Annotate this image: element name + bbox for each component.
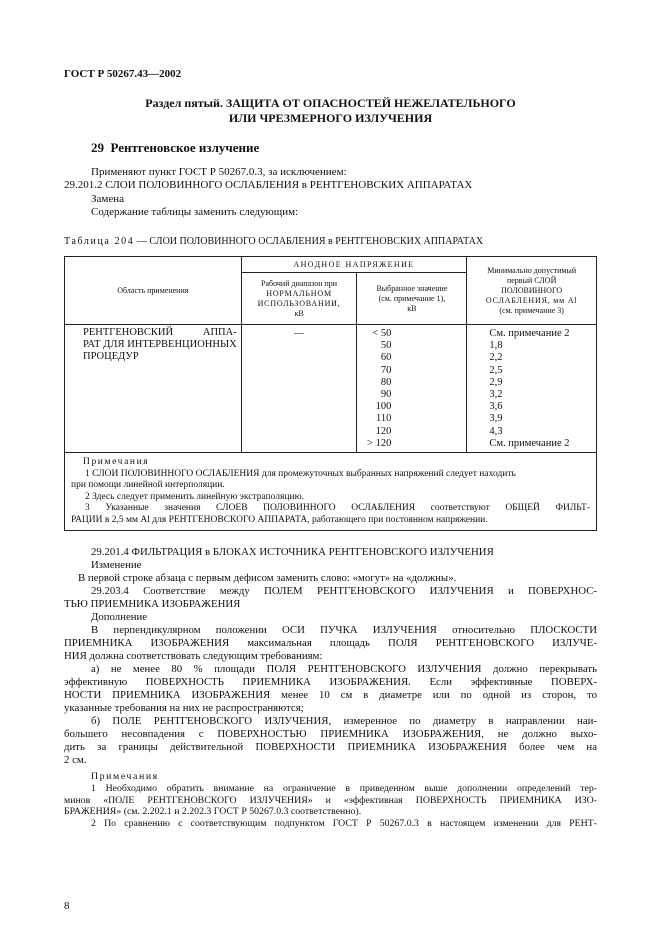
requirement-b: б) ПОЛЕ РЕНТГЕНОВСКОГО ИЗЛУЧЕНИЯ, измеренное по диаметру в направлении наи- [91, 715, 597, 727]
header-selected-value: Выбранное значение (см. примечание 1), кВ [357, 273, 467, 325]
cell-selected-values: < 50 50 60 70 80 90 100 110 120 > 120 [357, 325, 467, 453]
table-note-2: 2 Здесь следует применить линейную экстраполяцию. [85, 491, 305, 502]
intro-line: 29.201.2 СЛОИ ПОЛОВИННОГО ОСЛАБЛЕНИЯ в РЕНТГЕНОВСКИХ АППАРАТАХ [64, 179, 473, 192]
section-title [64, 96, 597, 126]
table-row [65, 325, 597, 453]
addition-label: Дополнение [91, 611, 148, 623]
requirement-a: а) не менее 80 % площади ПОЛЯ РЕНТГЕНОВСКОГО ИЗЛУЧЕНИЯ должно перекрывать [91, 663, 597, 675]
header-operating-range: Рабочий диапазон при НОРМАЛЬНОМ ИСПОЛЬЗОВАНИИ, кВ [241, 273, 357, 325]
table-note-3: 3 Указанные значения СЛОЕВ ПОЛОВИННОГО ОСЛАБЛЕНИЯ соответствуют ОБЩЕЙ ФИЛЬТ- [85, 503, 590, 514]
intro-line: Содержание таблицы заменить следующим: [91, 206, 299, 219]
section-title-line2: ИЛИ ЧРЕЗМЕРНОГО ИЗЛУЧЕНИЯ [228, 111, 433, 125]
cell-operating-range: — [241, 325, 357, 453]
clause-29-203-4-cont: ТЬЮ ПРИЕМНИКА ИЗОБРАЖЕНИЯ [64, 598, 241, 610]
section-title-line1: Раздел пятый. ЗАЩИТА ОТ ОПАСНОСТЕЙ НЕЖЕЛАТЕЛЬНОГО [145, 96, 516, 110]
header-anode-voltage: АНОДНОЕ НАПРЯЖЕНИЕ [241, 257, 467, 273]
header-min-hvl: Минимально допустимый первый СЛОЙ ПОЛОВИННОГО ОСЛАБЛЕНИЯ, мм Al (см. примечание 3) [467, 257, 597, 325]
table-notes [65, 453, 597, 531]
header-area: Область применения [65, 257, 242, 325]
intro-line: Применяют пункт ГОСТ Р 50267.0.3, за исключением: [91, 166, 347, 178]
clause-29-201-4: 29.201.4 ФИЛЬТРАЦИЯ в БЛОКАХ ИСТОЧНИКА РЕНТГЕНОВСКОГО ИЗЛУЧЕНИЯ [91, 546, 494, 558]
cell-area: РЕНТГЕНОВСКИЙ АППА- РАТ ДЛЯ ИНТЕРВЕНЦИОННЫХ ПРОЦЕДУР [65, 325, 242, 453]
note-2: 2 По сравнению с соответствующим подпунктом ГОСТ Р 50267.0.3 в настоящем изменении для РЕНТ- [91, 818, 597, 830]
intro-block [64, 166, 473, 220]
notes-heading: Примечания [91, 771, 159, 782]
change-text: В первой строке абзаца с первым дефисом заменить слово: «могут» на «должны». [78, 572, 457, 584]
page-number: 8 [64, 900, 70, 912]
body-text: 29.201.4 ФИЛЬТРАЦИЯ в БЛОКАХ ИСТОЧНИКА РЕНТГЕНОВСКОГО ИЗЛУЧЕНИЯ Изменение В первой строке абзаца с первым дефисом заменить слово: «могут» на «должны». 29.203.4 Соответствие между ПОЛЕМ РЕНТГЕНОВСКОГО ИЗЛУЧЕНИЯ и ПОВЕРХНОС- ТЬЮ ПРИЕМНИКА ИЗОБРАЖЕНИЯ Дополнение В перпендикулярном положении ОСИ ПУЧКА ИЗЛУЧЕНИЯ относительно ПЛОСКОСТИ ПРИЕМНИКА ИЗОБРАЖЕНИЯ максимальная площадь ПОЛЯ РЕНТГЕНОВСКОГО ИЗЛУЧЕ- НИЯ должна соответствовать следующим требованиям: а) не менее 80 % площади ПОЛЯ РЕНТГЕНОВСКОГО ИЗЛУЧЕНИЯ должно перекрывать эффективную ПОВЕРХНОСТЬ ПРИЕМНИКА ИЗОБРАЖЕНИЯ. Если эффективные ПОВЕРХ- НОСТИ ПРИЕМНИКА ИЗОБРАЖЕНИЯ менее 10 см в диаметре или по одной из сторон, то указанные требования на них не распространяются; б) ПОЛЕ РЕНТГЕНОВСКОГО ИЗЛУЧЕНИЯ, измеренное по диаметру в направлении наи- большего несовпадения с ПОВЕРХНОСТЬЮ ПРИЕМНИКА ИЗОБРАЖЕНИЯ, не должно выхо- дить за границы действительной ПОВЕРХНОСТИ ПРИЕМНИКА ИЗОБРАЖЕНИЯ более чем на 2 см. Примечания 1 Необходимо обратить внимание на ограничение в приведенном выше дополнении определений тер- минов «ПОЛЕ РЕНТГЕНОВСКОГО ИЗЛУЧЕНИЯ» и «эффективная ПОВЕРХНОСТЬ ПРИЕМНИКА ИЗО- БРАЖЕНИЯ» (см. 2.202.1 и 2.202.3 ГОСТ Р 50267.0.3 соответственно). 2 По сравнению с соответствующим подпунктом ГОСТ Р 50267.0.3 в настоящем изменении для РЕНТ- [64, 546, 597, 830]
table-caption-prefix: Таблица 204 [64, 236, 135, 247]
table-note-1: 1 СЛОИ ПОЛОВИННОГО ОСЛАБЛЕНИЯ для промежуточных выбранных напряжений следует находить [85, 468, 516, 479]
cell-minimum-hvl: См. примечание 2 1,8 2,2 2,5 2,9 3,2 3,6 3,9 4,3 См. примечание 2 [467, 325, 597, 453]
table-caption [64, 236, 483, 247]
table-caption-text: — СЛОИ ПОЛОВИННОГО ОСЛАБЛЕНИЯ в РЕНТГЕНОВСКИХ АППАРАТАХ [134, 236, 484, 247]
intro-line: Замена [91, 192, 125, 205]
half-value-layer-table [64, 256, 597, 531]
table-note-3-cont: РАЦИИ в 2,5 мм Al для РЕНТГЕНОВСКОГО АППАРАТА, работающего при постоянном напряжении. [71, 514, 488, 525]
clause-title: Рентгеновское излучение [110, 140, 260, 155]
clause-heading [91, 140, 259, 156]
addition-text: В перпендикулярном положении ОСИ ПУЧКА ИЗЛУЧЕНИЯ относительно ПЛОСКОСТИ [91, 624, 597, 636]
document-header: ГОСТ Р 50267.43—2002 [64, 68, 182, 80]
clause-number: 29 [91, 140, 104, 155]
table-notes-heading: Примечания [83, 457, 150, 467]
clause-29-203-4: 29.203.4 Соответствие между ПОЛЕМ РЕНТГЕНОВСКОГО ИЗЛУЧЕНИЯ и ПОВЕРХНОС- [91, 585, 597, 597]
note-1: 1 Необходимо обратить внимание на ограничение в приведенном выше дополнении определений тер- [91, 782, 597, 794]
change-label: Изменение [91, 559, 142, 571]
table-note-1-cont: при помощи линейной интерполяции. [71, 480, 225, 491]
